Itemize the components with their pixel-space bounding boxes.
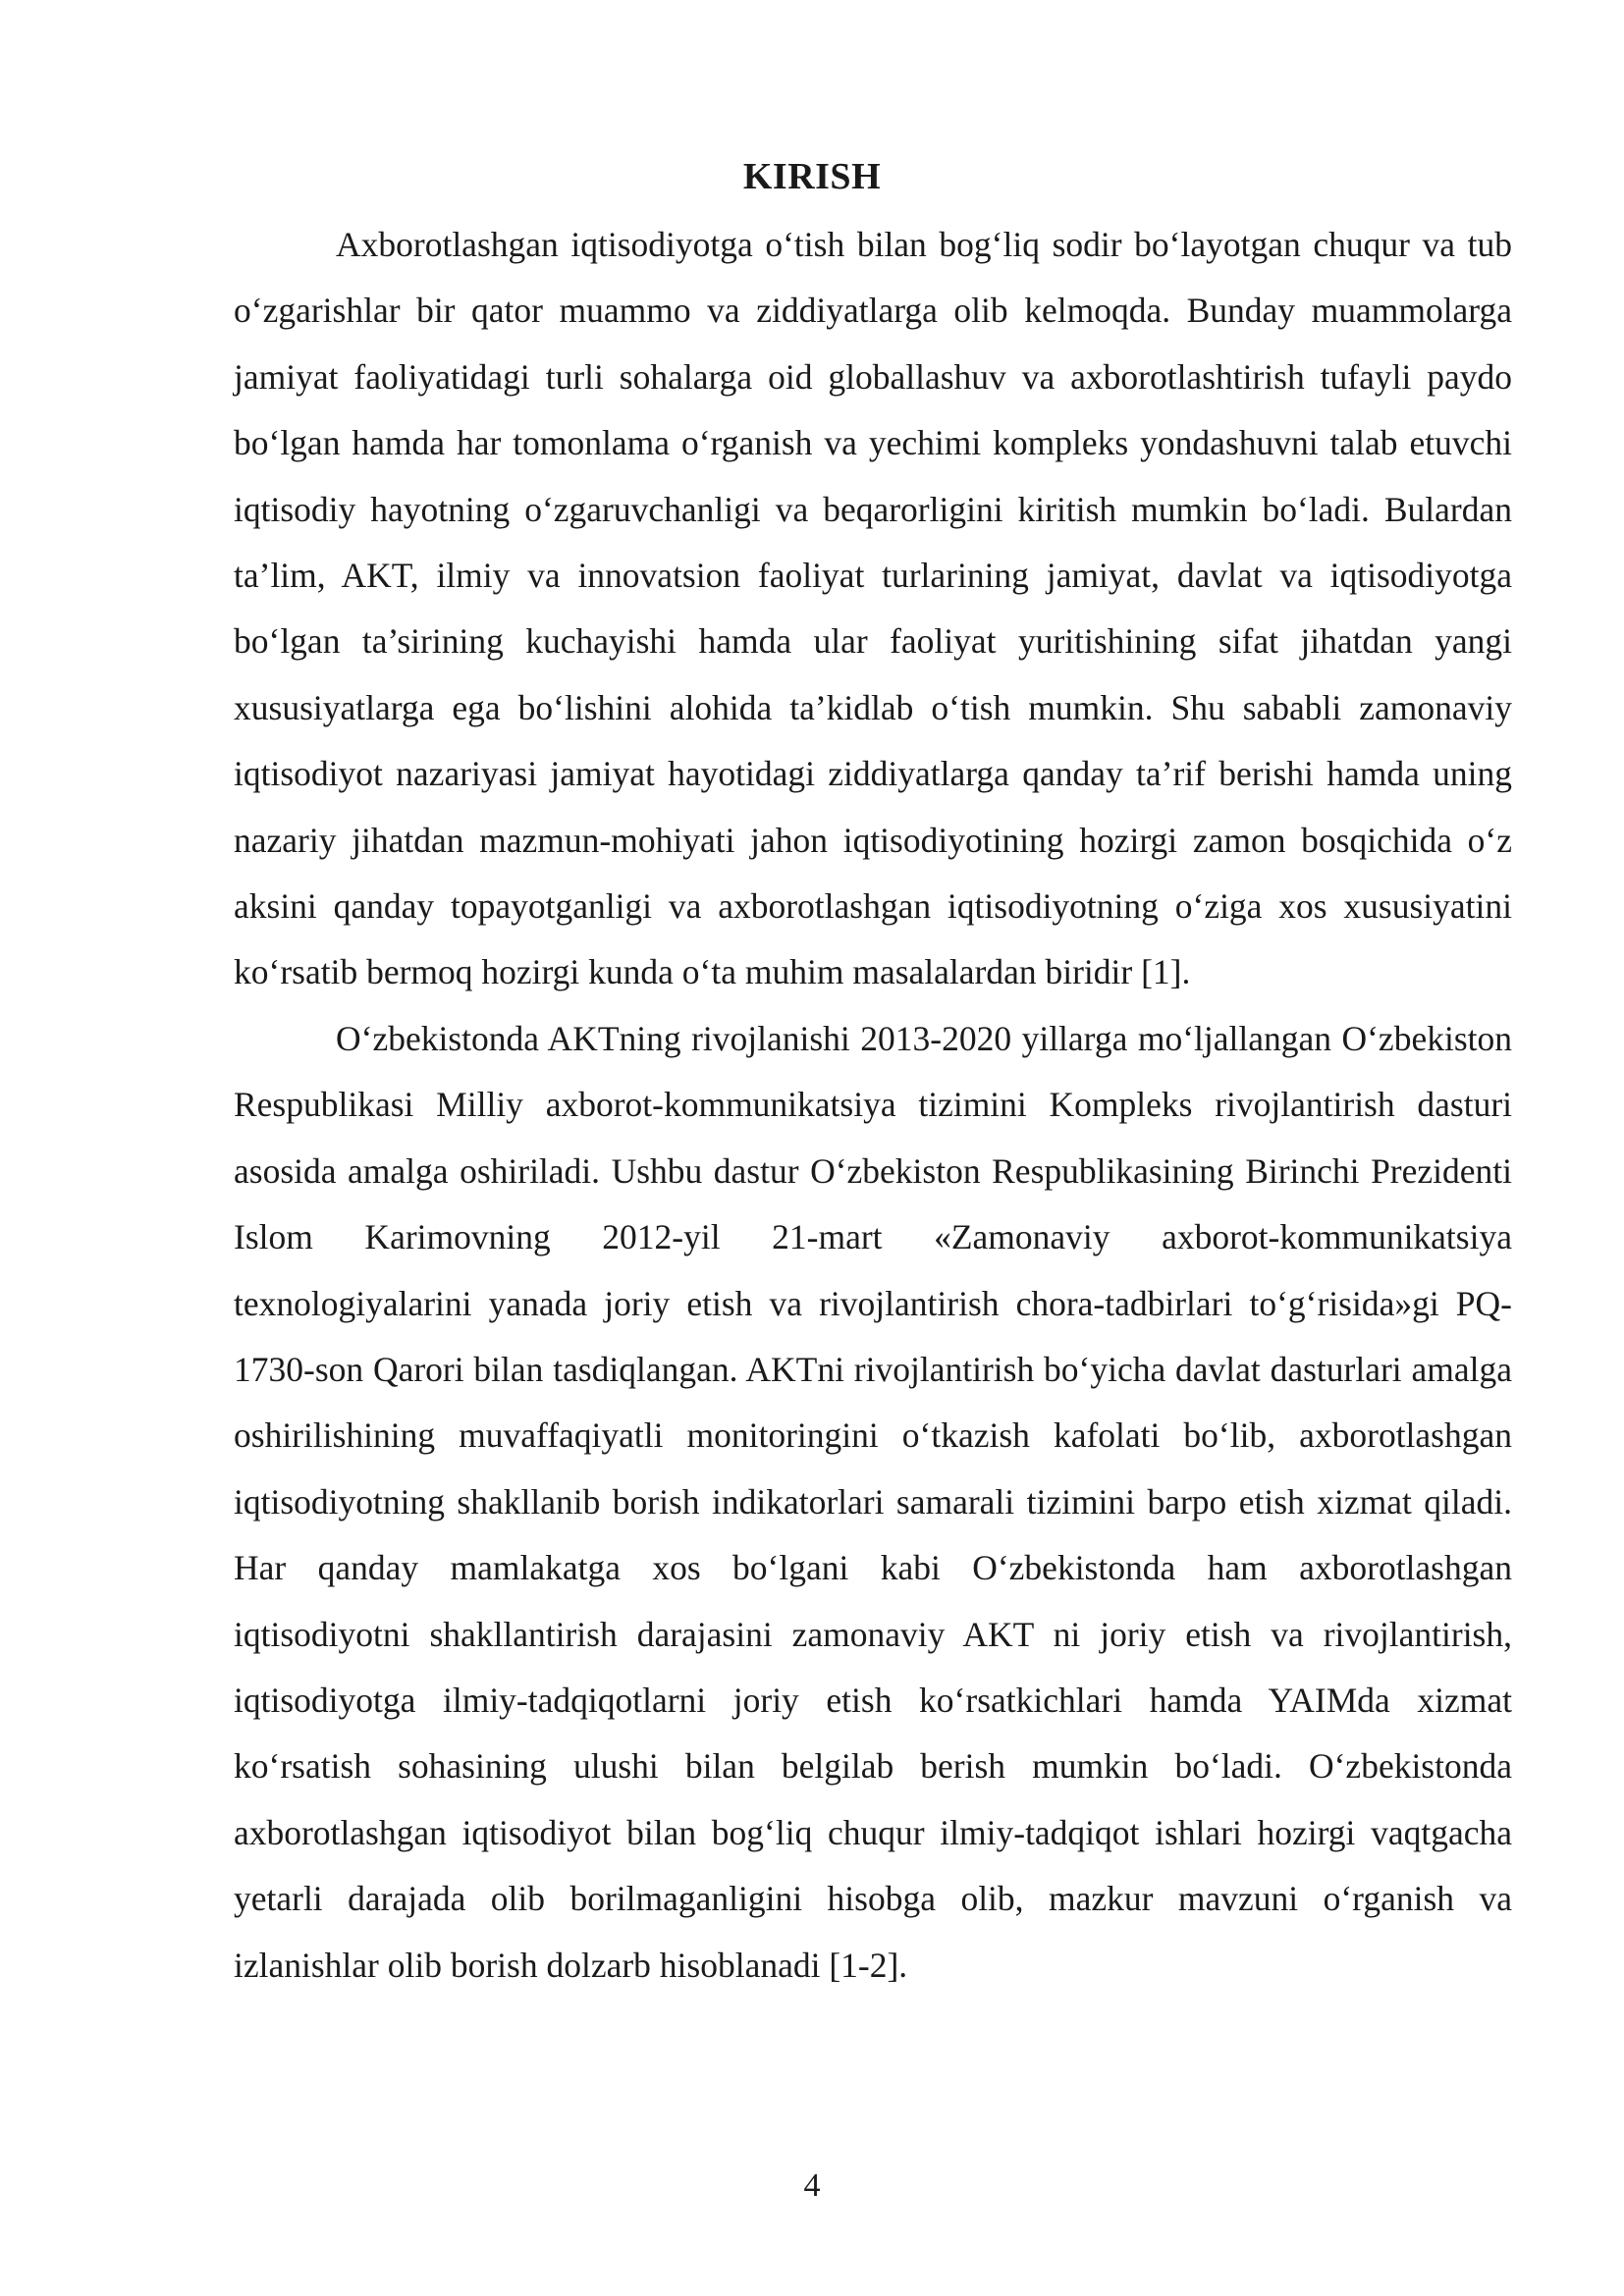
page-number: 4 — [803, 2167, 821, 2204]
paragraph-intro: Axborotlashgan iqtisodiyotga o‘tish bilan bog‘liq sodir bo‘layotgan chuqur va tub o‘zgarishlar bir qator muammo va ziddiyatlarga olib kelmoqda. Bunday muammolarga jamiyat faoliyatidagi turli sohalarga oid globallashuv va axborotlashtirish tufayli paydo bo‘lgan hamda har tomonlama o‘rganish va yechimi kompleks yondashuvni talab etuvchi iqtisodiy hayotning o‘zgaruvchanligi va beqarorligini kiritish mumkin bo‘ladi. Bulardan ta’lim, AKT, ilmiy va innovatsion faoliyat turlarining jamiyat, davlat va iqtisodiyotga bo‘lgan ta’sirining kuchayishi hamda ular faoliyat yuritishining sifat jihatdan yangi xususiyatlarga ega bo‘lishini alohida ta’kidlab o‘tish mumkin. Shu sababli zamonaviy iqtisodiyot nazariyasi jamiyat hayotidagi ziddiyatlarga qanday ta’rif berishi hamda uning nazariy jihatdan mazmun-mohiyati jahon iqtisodiyotining hozirgi zamon bosqichida o‘z aksini qanday topayotganligi va axborotlashgan iqtisodiyotning o‘ziga xos xususiyatini ko‘rsatib bermoq hozirgi kunda o‘ta muhim masalalardan biridir [1]. — [234, 225, 1512, 992]
paragraph-uzbekistan-ict: O‘zbekistonda AKTning rivojlanishi 2013-2020 yillarga mo‘ljallangan O‘zbekiston Respublikasi Milliy axborot-kommunikatsiya tizimini Kompleks rivojlantirish dasturi asosida amalga oshiriladi. Ushbu dastur O‘zbekiston Respublikasining Birinchi Prezidenti Islom Karimovning 2012-yil 21-mart «Zamonaviy axborot-kommunikatsiya texnologiyalarini yanada joriy etish va rivojlantirish chora-tadbirlari to‘g‘risida»gi PQ-1730-son Qarori bilan tasdiqlangan. AKTni rivojlantirish bo‘yicha davlat dasturlari amalga oshirilishining muvaffaqiyatli monitoringini o‘tkazish kafolati bo‘lib, axborotlashgan iqtisodiyotning shakllanib borish indikatorlari samarali tizimini barpo etish xizmat qiladi. Har qanday mamlakatga xos bo‘lgani kabi O‘zbekistonda ham axborotlashgan iqtisodiyotni shakllantirish darajasini zamonaviy AKT ni joriy etish va rivojlantirish, iqtisodiyotga ilmiy-tadqiqotlarni joriy etish ko‘rsatkichlari hamda YAIMda xizmat ko‘rsatish sohasining ulushi bilan belgilab berish mumkin bo‘ladi. O‘zbekistonda axborotlashgan iqtisodiyot bilan bog‘liq chuqur ilmiy-tadqiqot ishlari hozirgi vaqtgacha yetarli darajada olib borilmaganligini hisobga olib, mazkur mavzuni o‘rganish va izlanishlar olib borish dolzarb hisoblanadi [1-2]. — [234, 1018, 1512, 1985]
section-heading: KIRISH — [742, 156, 882, 197]
body-text — [234, 212, 1512, 1999]
